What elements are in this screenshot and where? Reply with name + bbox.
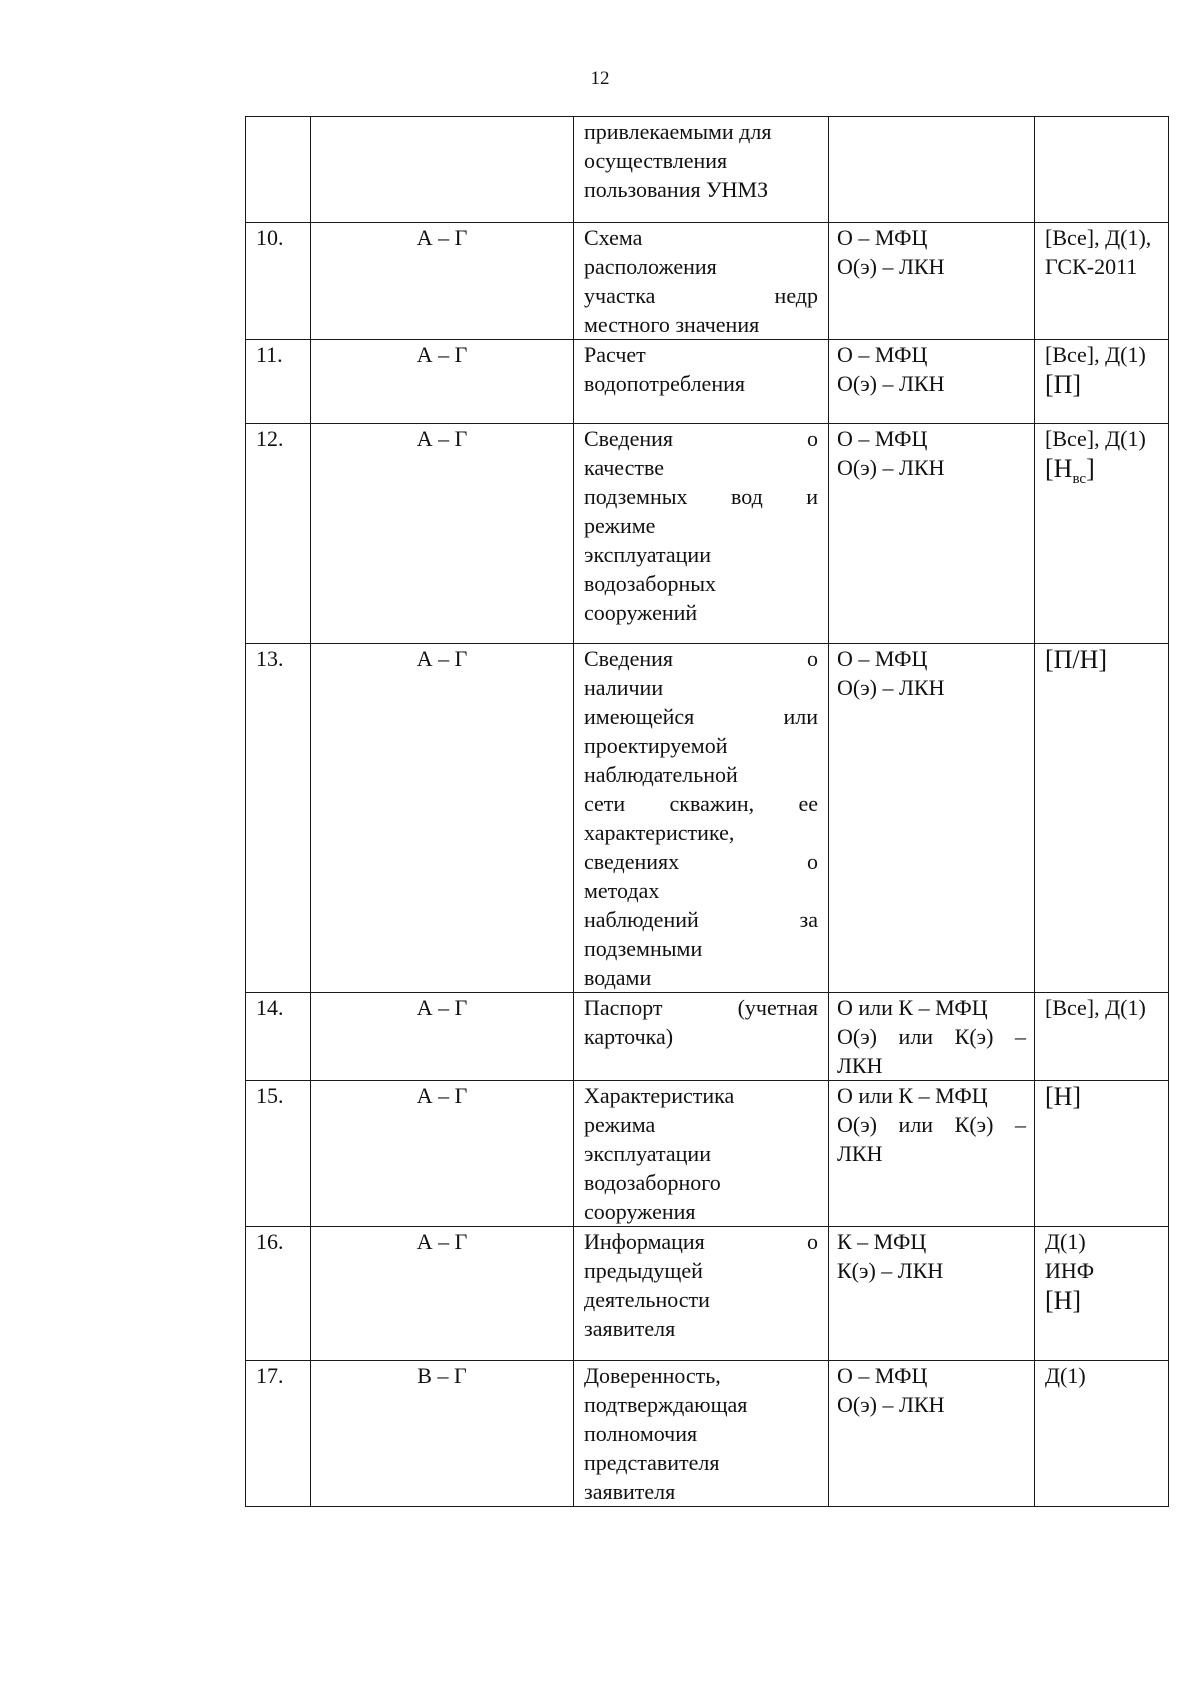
requirements-cell [1035, 223, 1169, 340]
submission-method-line: О(э) – ЛКН [837, 254, 945, 279]
word: Информация [584, 1229, 705, 1254]
document-name-cell [574, 340, 829, 424]
submission-method-cell [829, 644, 1035, 993]
row-number-cell: 15. [246, 1081, 311, 1227]
requirement-line: [Все], Д(1), [1045, 225, 1152, 250]
table-row [246, 644, 1169, 993]
requirements-cell [1035, 424, 1169, 644]
document-name-cell [574, 424, 829, 644]
document-name-line: эксплуатации [584, 1141, 711, 1166]
document-name-line: карточка) [584, 1024, 674, 1049]
word: – [1014, 1024, 1026, 1049]
applicant-code-cell: А – Г [311, 223, 574, 340]
table-row [246, 993, 1169, 1081]
document-name-line: режиме [584, 513, 656, 538]
submission-method-line: О(э) – ЛКН [837, 371, 945, 396]
word: О(э) [837, 1112, 877, 1137]
document-name-line: Расчет [584, 342, 646, 367]
submission-method-line: О или К – МФЦ [837, 995, 988, 1020]
requirement-line: [П] [1045, 370, 1082, 399]
row-number-cell: 10. [246, 223, 311, 340]
submission-method-line: О или К – МФЦ [837, 1083, 988, 1108]
row-number-cell: 13. [246, 644, 311, 993]
submission-method-line: ЛКН [837, 1053, 883, 1078]
submission-method-cell [829, 1227, 1035, 1361]
requirements-cell [1035, 1227, 1169, 1361]
submission-method-line [837, 1110, 1026, 1139]
document-name-line: заявителя [584, 1316, 676, 1341]
requirement-line: ГСК-2011 [1045, 254, 1138, 279]
submission-method-line: О – МФЦ [837, 1363, 928, 1388]
document-name-line [584, 424, 818, 453]
applicant-code-cell: А – Г [311, 993, 574, 1081]
word: ее [798, 791, 818, 816]
requirements-cell [1035, 644, 1169, 993]
word: о [807, 1229, 818, 1254]
submission-method-line: О(э) – ЛКН [837, 455, 945, 480]
document-name-line: подземными [584, 936, 703, 961]
document-name-line: эксплуатации [584, 542, 711, 567]
word: и [806, 484, 818, 509]
word: или [898, 1112, 934, 1137]
submission-method-line: О(э) – ЛКН [837, 675, 945, 700]
submission-method-cell [829, 993, 1035, 1081]
word: О(э) [837, 1024, 877, 1049]
document-name-line: методах [584, 878, 660, 903]
row-number-cell [246, 117, 311, 223]
word: или [783, 704, 818, 729]
requirement-line: Д(1) [1045, 1229, 1086, 1254]
document-name-line: представителя [584, 1450, 720, 1475]
applicant-code-cell [311, 117, 574, 223]
submission-method-line: К(э) – ЛКН [837, 1258, 944, 1283]
document-name-line [584, 905, 818, 934]
requirements-cell [1035, 1361, 1169, 1507]
document-name-line: местного значения [584, 312, 760, 337]
applicant-code-cell: А – Г [311, 424, 574, 644]
row-number-cell: 12. [246, 424, 311, 644]
word: о [807, 849, 818, 874]
word: (учетная [737, 995, 818, 1020]
applicant-code-cell: А – Г [311, 1227, 574, 1361]
table-row [246, 1081, 1169, 1227]
word: имеющейся [584, 704, 695, 729]
document-name-line [584, 1227, 818, 1256]
submission-method-cell [829, 117, 1035, 223]
applicant-code-cell: А – Г [311, 340, 574, 424]
requirement-line: [П/Н] [1045, 645, 1108, 674]
document-name-line: водозаборного [584, 1170, 721, 1195]
document-name-line [584, 789, 818, 818]
table-body [246, 117, 1169, 1507]
submission-method-cell [829, 340, 1035, 424]
submission-method-line [837, 1022, 1026, 1051]
table-row [246, 1361, 1169, 1507]
word: наблюдений [584, 907, 699, 932]
document-name-line [584, 847, 818, 876]
table-row [246, 340, 1169, 424]
word: Сведения [584, 646, 674, 671]
submission-method-cell [829, 223, 1035, 340]
document-name-cell [574, 1227, 829, 1361]
requirements-cell [1035, 340, 1169, 424]
document-name-line: водами [584, 965, 652, 990]
requirement-line: ИНФ [1045, 1258, 1095, 1283]
submission-method-cell [829, 1081, 1035, 1227]
document-name-line: Доверенность, [584, 1363, 721, 1388]
document-name-line: заявителя [584, 1479, 676, 1504]
row-number-cell: 17. [246, 1361, 311, 1507]
word: недр [774, 283, 818, 308]
row-number-cell: 11. [246, 340, 311, 424]
submission-method-line: О – МФЦ [837, 426, 928, 451]
word: Паспорт [584, 995, 663, 1020]
word: – [1014, 1112, 1026, 1137]
document-name-line: деятельности [584, 1287, 710, 1312]
requirements-cell [1035, 1081, 1169, 1227]
document-name-line [584, 281, 818, 310]
requirement-line: $[Н_{вс}]$ [1045, 454, 1095, 488]
requirement-line: [Все], Д(1) [1045, 995, 1146, 1020]
document-name-line [584, 482, 818, 511]
document-name-line: сооружений [584, 600, 698, 625]
document-name-line: предыдущей [584, 1258, 703, 1283]
requirements-cell [1035, 117, 1169, 223]
submission-method-cell [829, 424, 1035, 644]
applicant-code-cell: А – Г [311, 644, 574, 993]
word: скважин, [669, 791, 755, 816]
table-row [246, 117, 1169, 223]
applicant-code-cell: А – Г [311, 1081, 574, 1227]
document-name-line: режима [584, 1112, 656, 1137]
table-row [246, 223, 1169, 340]
document-name-cell [574, 1361, 829, 1507]
submission-method-line: К – МФЦ [837, 1229, 927, 1254]
requirement-line: [Все], Д(1) [1045, 426, 1146, 451]
document-name-line: Схема [584, 225, 643, 250]
submission-method-line: ЛКН [837, 1141, 883, 1166]
word: К(э) [954, 1112, 994, 1137]
page-number: 12 [590, 68, 610, 89]
row-number-cell: 16. [246, 1227, 311, 1361]
table-row [246, 1227, 1169, 1361]
requirement-line: [Н] [1045, 1082, 1082, 1111]
word: вод [730, 484, 763, 509]
document-name-line: осуществления [584, 148, 728, 173]
document-name-line: привлекаемыми для [584, 119, 772, 144]
word: сведениях [584, 849, 680, 874]
row-number-cell: 14. [246, 993, 311, 1081]
document-name-line: водопотребления [584, 371, 745, 396]
document-name-line: Характеристика [584, 1083, 735, 1108]
document-name-line: водозаборных [584, 571, 716, 596]
document-name-cell [574, 1081, 829, 1227]
document-name-cell [574, 223, 829, 340]
requirement-line: [Н] [1045, 1286, 1082, 1315]
document-name-line [584, 702, 818, 731]
document-name-line: наличии [584, 675, 664, 700]
table-row [246, 424, 1169, 644]
document-name-line [584, 644, 818, 673]
submission-method-line: О – МФЦ [837, 342, 928, 367]
requirements-cell [1035, 993, 1169, 1081]
document-name-line: характеристике, [584, 820, 735, 845]
documents-table [245, 116, 1169, 1507]
applicant-code-cell: В – Г [311, 1361, 574, 1507]
word: участка [584, 283, 656, 308]
word: о [807, 646, 818, 671]
document-name-line [584, 993, 818, 1022]
requirement-line: [Все], Д(1) [1045, 342, 1146, 367]
word: К(э) [954, 1024, 994, 1049]
submission-method-line: О(э) – ЛКН [837, 1392, 945, 1417]
word: подземных [584, 484, 688, 509]
document-name-line: пользования УНМЗ [584, 177, 769, 202]
requirement-line: Д(1) [1045, 1363, 1086, 1388]
document-name-line: расположения [584, 254, 717, 279]
document-name-line: подтверждающая [584, 1392, 748, 1417]
document-name-line: качестве [584, 455, 665, 480]
document-name-cell [574, 117, 829, 223]
word: Сведения [584, 426, 674, 451]
word: или [898, 1024, 934, 1049]
document-name-cell [574, 644, 829, 993]
submission-method-line: О – МФЦ [837, 646, 928, 671]
document-name-line: полномочия [584, 1421, 698, 1446]
subscript: вс [1072, 471, 1087, 488]
submission-method-line: О – МФЦ [837, 225, 928, 250]
document-name-line: сооружения [584, 1199, 696, 1224]
document-name-line: наблюдательной [584, 762, 738, 787]
word: сети [584, 791, 626, 816]
document-name-cell [574, 993, 829, 1081]
document-name-line: проектируемой [584, 733, 728, 758]
submission-method-cell [829, 1361, 1035, 1507]
word: за [799, 907, 818, 932]
word: о [807, 426, 818, 451]
